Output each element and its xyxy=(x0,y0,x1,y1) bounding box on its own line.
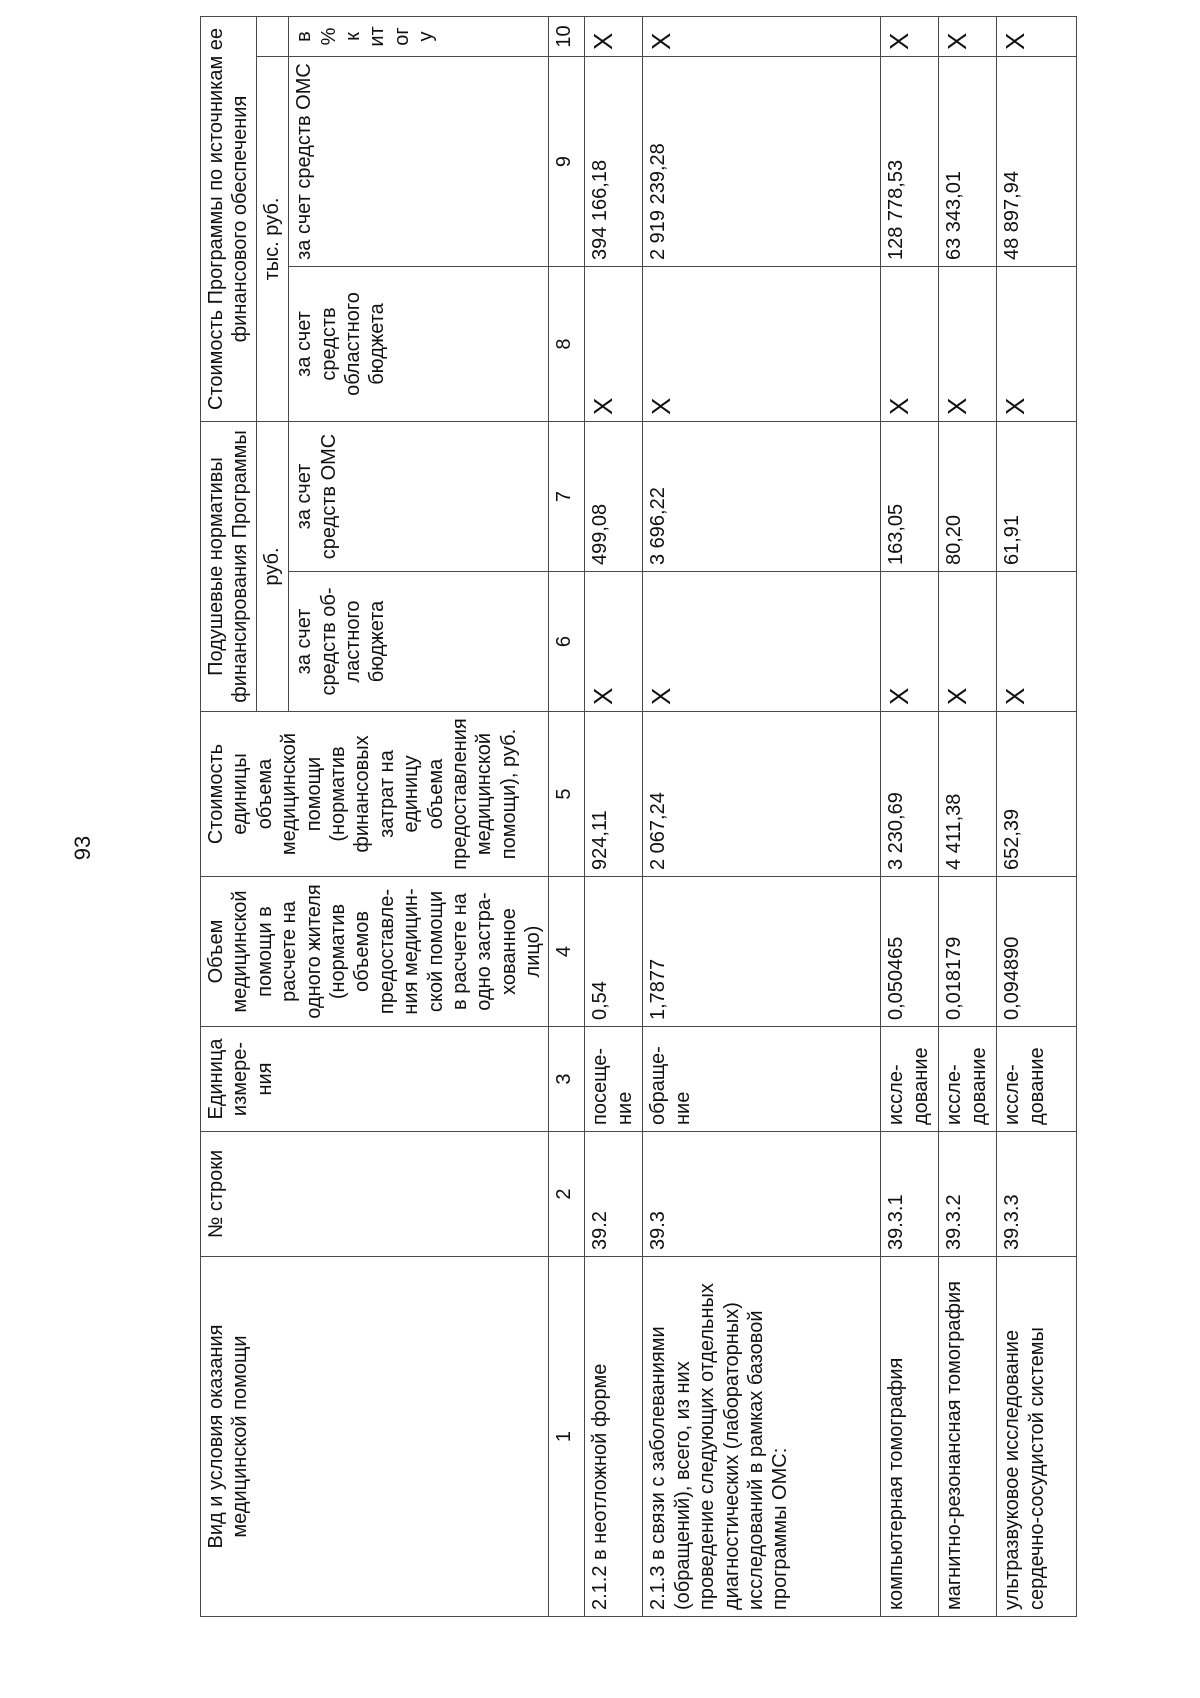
header-unit-blank xyxy=(257,17,289,57)
header-percent: в % к итогу xyxy=(289,17,549,57)
row-unit: посеще-ние xyxy=(585,1027,643,1132)
column-number: 7 xyxy=(549,422,585,572)
header-unit: Единица измере-ния xyxy=(201,1027,549,1132)
row-cost-budget: X xyxy=(997,267,1077,422)
row-service-name: компьютерная томография xyxy=(881,1257,939,1617)
row-per-capita-budget: X xyxy=(881,572,939,712)
program-cost-table xyxy=(200,16,1077,1617)
header-volume: Объем медицинской помощи в расчете на одного жителя (норматив объемов предоставле-ния медицин-ской помощи в расчете на одно застра-хованное лицо) xyxy=(201,877,549,1027)
row-cost-budget: X xyxy=(881,267,939,422)
row-cost-budget: X xyxy=(939,267,997,422)
table-row xyxy=(997,17,1077,1617)
column-number: 6 xyxy=(549,572,585,712)
header-per-capita-oms: за счет средств ОМС xyxy=(289,422,549,572)
table-row xyxy=(643,17,881,1617)
row-cost-budget: X xyxy=(585,267,643,422)
header-unit-cost: Стоимость единицы объема медицинской помощи (норматив финансовых затрат на единицу объема предоставления медицинской помощи), руб. xyxy=(201,712,549,877)
row-per-capita-budget: X xyxy=(997,572,1077,712)
row-percent: X xyxy=(585,17,643,57)
column-number: 10 xyxy=(549,17,585,57)
row-service-name: ультразвуковое исследование сердечно-сосудистой системы xyxy=(997,1257,1077,1617)
row-line-number: 39.2 xyxy=(585,1132,643,1257)
row-unit-cost: 924,11 xyxy=(585,712,643,877)
row-unit-cost: 3 230,69 xyxy=(881,712,939,877)
row-per-capita-oms: 80,20 xyxy=(939,422,997,572)
row-cost-oms: 63 343,01 xyxy=(939,57,997,267)
row-unit-cost: 4 411,38 xyxy=(939,712,997,877)
row-unit-cost: 2 067,24 xyxy=(643,712,881,877)
row-unit: обраще-ние xyxy=(643,1027,881,1132)
column-number: 3 xyxy=(549,1027,585,1132)
row-per-capita-budget: X xyxy=(939,572,997,712)
row-cost-oms: 394 166,18 xyxy=(585,57,643,267)
row-service-name: 2.1.2 в неотложной форме xyxy=(585,1257,643,1617)
row-line-number: 39.3.3 xyxy=(997,1132,1077,1257)
header-service-type: Вид и условия оказания медицинской помощи xyxy=(201,1257,549,1617)
row-unit-cost: 652,39 xyxy=(997,712,1077,877)
row-line-number: 39.3.1 xyxy=(881,1132,939,1257)
column-number: 1 xyxy=(549,1257,585,1617)
row-volume: 0,018179 xyxy=(939,877,997,1027)
row-volume: 0,094890 xyxy=(997,877,1077,1027)
header-unit-thousand-rub: тыс. руб. xyxy=(257,57,289,422)
row-cost-budget: X xyxy=(643,267,881,422)
row-per-capita-oms: 499,08 xyxy=(585,422,643,572)
row-percent: X xyxy=(997,17,1077,57)
column-number: 8 xyxy=(549,267,585,422)
row-volume: 0,54 xyxy=(585,877,643,1027)
row-percent: X xyxy=(939,17,997,57)
row-per-capita-oms: 3 696,22 xyxy=(643,422,881,572)
header-cost-budget: за счет средств областного бюджета xyxy=(289,267,549,422)
row-percent: X xyxy=(643,17,881,57)
header-per-capita-group: Подушевые нормативы финансирования Программы xyxy=(201,422,257,712)
row-line-number: 39.3 xyxy=(643,1132,881,1257)
header-cost-oms: за счет средств ОМС xyxy=(289,57,549,267)
row-service-name: 2.1.3 в связи с заболеваниями (обращений), всего, из них проведение следующих отдельных диагностических (лабораторных) исследований в рамках базовой программы ОМС: xyxy=(643,1257,881,1617)
header-unit-rub: руб. xyxy=(257,422,289,712)
table-row xyxy=(585,17,643,1617)
header-per-capita-budget: за счет средств об-ластного бюджета xyxy=(289,572,549,712)
table-row xyxy=(881,17,939,1617)
column-number-row xyxy=(549,17,585,1617)
column-number: 2 xyxy=(549,1132,585,1257)
row-cost-oms: 2 919 239,28 xyxy=(643,57,881,267)
header-line-number: № строки xyxy=(201,1132,549,1257)
row-percent: X xyxy=(881,17,939,57)
page-number: 93 xyxy=(70,835,95,861)
table-row xyxy=(939,17,997,1617)
row-cost-oms: 128 778,53 xyxy=(881,57,939,267)
header-row-groups xyxy=(201,17,257,1617)
header-program-cost-group: Стоимость Программы по источникам ее финансового обеспечения xyxy=(201,17,257,422)
row-volume: 0,050465 xyxy=(881,877,939,1027)
column-number: 4 xyxy=(549,877,585,1027)
row-unit: иссле-дование xyxy=(881,1027,939,1132)
row-cost-oms: 48 897,94 xyxy=(997,57,1077,267)
row-per-capita-budget: X xyxy=(643,572,881,712)
row-line-number: 39.3.2 xyxy=(939,1132,997,1257)
row-volume: 1,7877 xyxy=(643,877,881,1027)
column-number: 5 xyxy=(549,712,585,877)
row-per-capita-oms: 163,05 xyxy=(881,422,939,572)
column-number: 9 xyxy=(549,57,585,267)
row-unit: иссле-дование xyxy=(997,1027,1077,1132)
row-per-capita-oms: 61,91 xyxy=(997,422,1077,572)
row-unit: иссле-дование xyxy=(939,1027,997,1132)
row-service-name: магнитно-резонансная томография xyxy=(939,1257,997,1617)
row-per-capita-budget: X xyxy=(585,572,643,712)
